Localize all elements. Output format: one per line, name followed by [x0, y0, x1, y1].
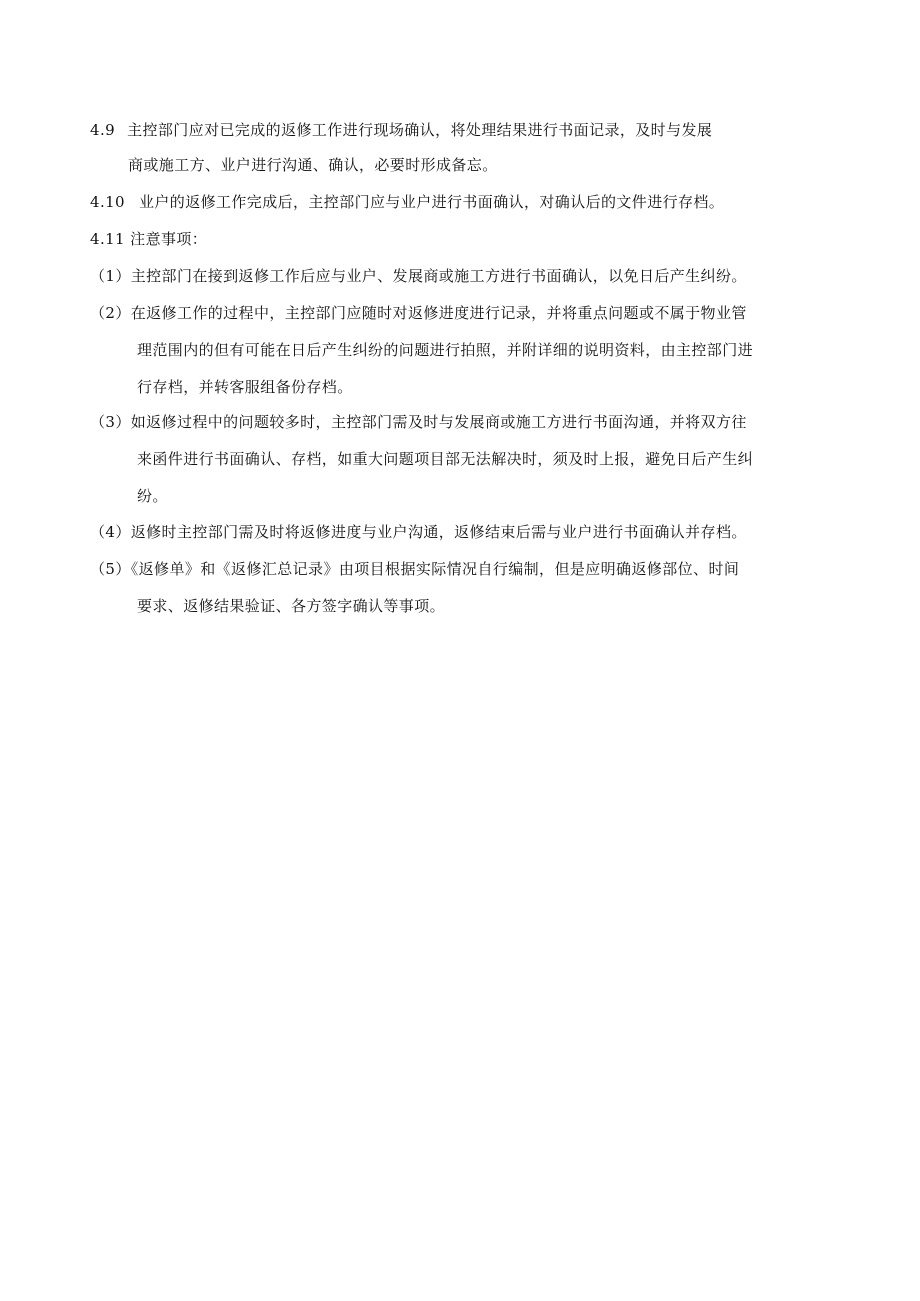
- section-text: 业户的返修工作完成后，主控部门应与业户进行书面确认，对确认后的文件进行存档。: [139, 193, 725, 211]
- note-text: 如返修过程中的问题较多时，主控部门需及时与发展商或施工方进行书面沟通，并将双方往: [130, 413, 747, 431]
- note-text: 主控部门在接到返修工作后应与业户、发展商或施工方进行书面确认，以免日后产生纠纷。: [130, 267, 747, 285]
- note-5-line-1: [90, 559, 739, 579]
- note-marker: （5）: [90, 560, 131, 578]
- note-3-line-2: 来函件进行书面确认、存档，如重大问题项目部无法解决时，须及时上报，避免日后产生纠: [137, 450, 754, 468]
- note-5-line-2: 要求、返修结果验证、各方签字确认等事项。: [137, 597, 446, 615]
- note-2-line-1: [90, 303, 747, 323]
- note-marker: （3）: [90, 413, 131, 431]
- note-marker: （1）: [90, 267, 131, 285]
- section-text: 主控部门应对已完成的返修工作进行现场确认，将处理结果进行书面记录，及时与发展: [127, 121, 713, 139]
- note-2-line-3: 行存档，并转客服组备份存档。: [137, 378, 353, 396]
- section-number: 4.10: [90, 193, 125, 211]
- note-3-line-3: 纷。: [137, 487, 168, 505]
- section-4-11-heading: 4.11 注意事项：: [90, 230, 208, 248]
- note-text: 《返修单》和《返修汇总记录》由项目根据实际情况自行编制，但是应明确返修部位、时间: [130, 560, 740, 578]
- section-4-10-line-1: [90, 192, 724, 212]
- note-text: 在返修工作的过程中，主控部门应随时对返修进度进行记录，并将重点问题或不属于物业管: [130, 304, 747, 322]
- note-marker: （4）: [90, 523, 131, 541]
- section-4-9-line-2: 商或施工方、业户进行沟通、确认，必要时形成备忘。: [128, 156, 498, 174]
- note-text: 返修时主控部门需及时将返修进度与业户沟通，返修结束后需与业户进行书面确认并存档。: [130, 523, 747, 541]
- section-number: 4.9: [90, 121, 116, 139]
- section-4-9-line-1: [90, 120, 712, 140]
- note-marker: （2）: [90, 304, 131, 322]
- note-3-line-1: [90, 412, 747, 432]
- note-2-line-2: 理范围内的但有可能在日后产生纠纷的问题进行拍照，并附详细的说明资料，由主控部门进: [137, 341, 754, 359]
- note-1-line-1: [90, 266, 747, 286]
- note-4-line-1: [90, 522, 747, 542]
